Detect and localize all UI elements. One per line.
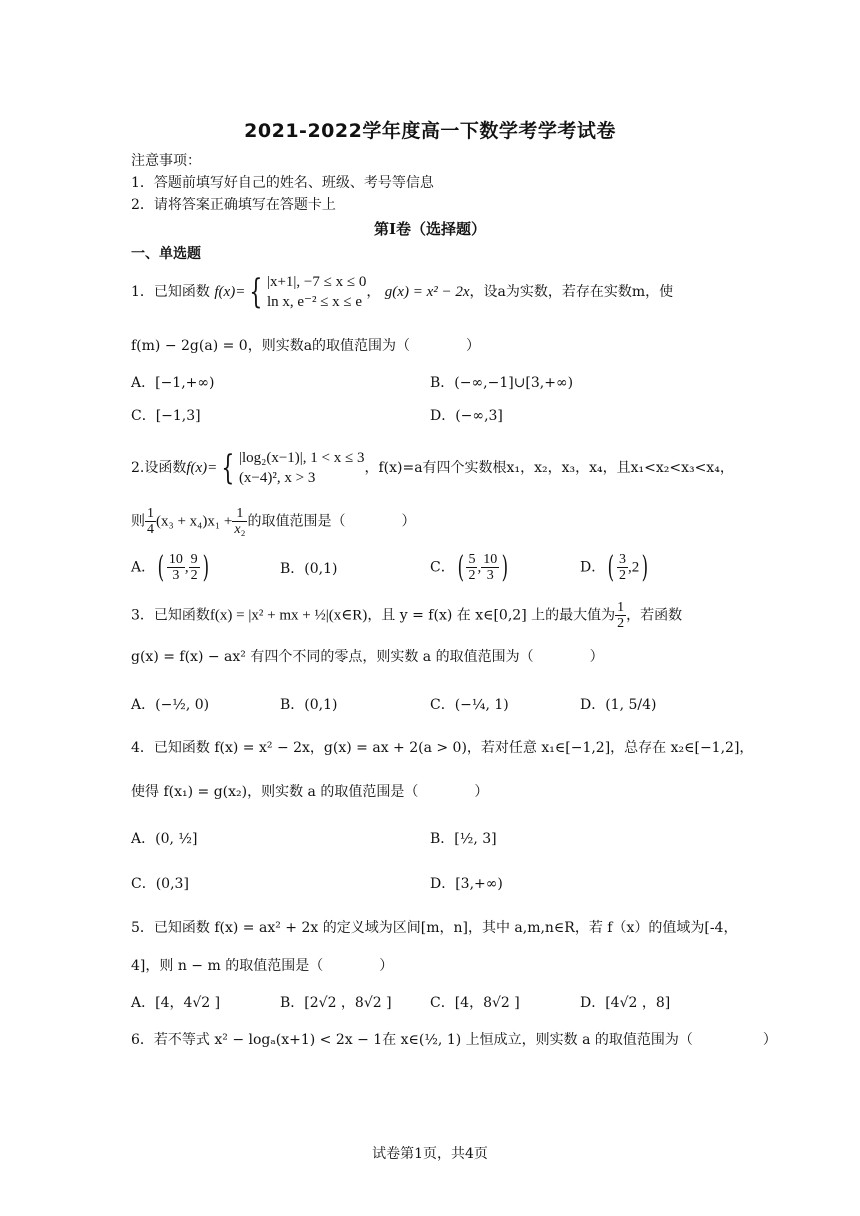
q5-option-c: C．[4，8√2 ]: [430, 995, 520, 1011]
question-5-line-1: 5．已知函数 f(x) = ax² + 2x 的定义域为区间[m，n]，其中 a,m,n∈R，若 f（x）的值域为[-4，: [131, 920, 738, 936]
q4-option-a: A．(0, ½]: [131, 831, 198, 847]
q2-expr: (x₃ + x₄)x₁ +: [156, 513, 233, 530]
question-1-line-1: [131, 272, 673, 312]
q3-tail: ，若函数: [626, 607, 683, 624]
section-title: 第I卷（选择题）: [373, 220, 487, 238]
q1-option-d: D．(−∞,3]: [430, 408, 503, 424]
q2-option-a: A．( $\frac{10}{3}$ , $\frac{9}{2}$ ): [131, 549, 209, 585]
q2-fx: f(x)=: [186, 460, 218, 476]
q5-option-a: A．[4，4√2 ]: [131, 995, 221, 1011]
question-5-line-2: 4]，则 n − m 的取值范围是（ ）: [131, 958, 394, 974]
q1-tail: ，设a为实数，若存在实数m，使: [469, 284, 674, 300]
q2-lead: 2.设函数: [131, 460, 187, 476]
question-4-line-2: 使得 f(x₁) = g(x₂)，则实数 a 的取值范围是（ ）: [131, 784, 489, 800]
question-2-line-2: [131, 506, 415, 537]
brace-icon: {: [249, 272, 263, 312]
q3-fx: f(x) = |x² + mx + ½|(x∈R): [209, 607, 368, 624]
page-footer: 试卷第1页，共4页: [372, 1146, 488, 1162]
q1-comma: ，: [366, 284, 381, 300]
question-3-line-2: g(x) = f(x) − ax² 有四个不同的零点，则实数 a 的取值范围为（ ）: [131, 649, 604, 665]
q1-gx: g(x) = x² − 2x: [384, 284, 470, 300]
notes-heading: 注意事项：: [131, 153, 201, 169]
q1-cases: [267, 272, 366, 312]
q2-range: 的取值范围是（ ）: [247, 513, 416, 530]
question-2-line-1: [131, 448, 734, 488]
q2-then: 则: [131, 513, 145, 530]
q1-lead: 1．已知函数: [131, 284, 210, 300]
brace-icon: {: [221, 448, 235, 488]
q5-option-b: B．[2√2 ，8√2 ]: [280, 995, 392, 1011]
question-3-line-1: [131, 600, 682, 631]
q1-option-c: C．[−1,3]: [131, 408, 201, 424]
q2-option-b: B．(0,1): [280, 561, 338, 577]
notes-item-1: 1．答题前填写好自己的姓名、班级、考号等信息: [131, 175, 434, 191]
q2-case-1: |log₂(x−1)|, 1 < x ≤ 3: [238, 450, 365, 466]
q3-option-d: D．(1, 5/4): [580, 697, 657, 713]
q3-mid: ，且 y = f(x) 在 x∈[0,2] 上的最大值为: [367, 607, 616, 624]
notes-item-2: 2．请将答案正确填写在答题卡上: [131, 197, 336, 213]
fraction-half: $\frac{1}{2}$: [617, 600, 625, 631]
q2-case-2: (x−4)², x > 3: [238, 470, 316, 486]
question-6-line-1: 6．若不等式 x² − logₐ(x+1) < 2x − 1在 x∈(½, 1) 上恒成立，则实数 a 的取值范围为（ ）: [131, 1032, 777, 1048]
q3-option-b: B．(0,1): [280, 697, 338, 713]
q5-option-d: D．[4√2 ，8]: [580, 995, 671, 1011]
q2-option-d: D．( $\frac{3}{2}$ ,2): [580, 549, 649, 585]
q1-fx: f(x)=: [214, 284, 246, 300]
q1-option-a: A．[−1,+∞): [131, 375, 215, 391]
q4-option-b: B．[½, 3]: [430, 831, 497, 847]
fraction-one-over-x2: $\frac{1}{\text{x₂}}$: [234, 506, 246, 537]
part-heading: 一、单选题: [131, 246, 201, 262]
q2-tail: ，f(x)=a有四个实数根x₁，x₂，x₃，x₄，且x₁<x₂<x₃<x₄，: [364, 460, 734, 476]
q2-option-c: C．( $\frac{5}{2}$ , $\frac{10}{3}$ ): [430, 549, 509, 585]
q3-lead: 3．已知函数: [131, 607, 210, 624]
fraction-quarter: $\frac{1}{4}$: [147, 506, 154, 537]
q1-case-2: ln x, e⁻² ≤ x ≤ e: [266, 294, 363, 310]
q2-cases: [239, 448, 365, 488]
q4-option-c: C．(0,3]: [131, 876, 189, 892]
question-4-line-1: 4．已知函数 f(x) = x² − 2x，g(x) = ax + 2(a > 0)，若对任意 x₁∈[−1,2]，总存在 x₂∈[−1,2]，: [131, 740, 754, 756]
q3-option-a: A．(−½, 0): [131, 697, 210, 713]
q1-option-b: B．(−∞,−1]∪[3,+∞): [430, 375, 574, 391]
q3-option-c: C．(−¼, 1): [430, 697, 509, 713]
q4-option-d: D．[3,+∞): [430, 876, 503, 892]
q1-case-1: |x+1|, −7 ≤ x ≤ 0: [266, 274, 367, 290]
question-1-line-2: f(m) − 2g(a) = 0，则实数a的取值范围为（ ）: [131, 338, 481, 354]
page-title: 2021-2022学年度高一下数学考学考试卷: [244, 120, 616, 142]
